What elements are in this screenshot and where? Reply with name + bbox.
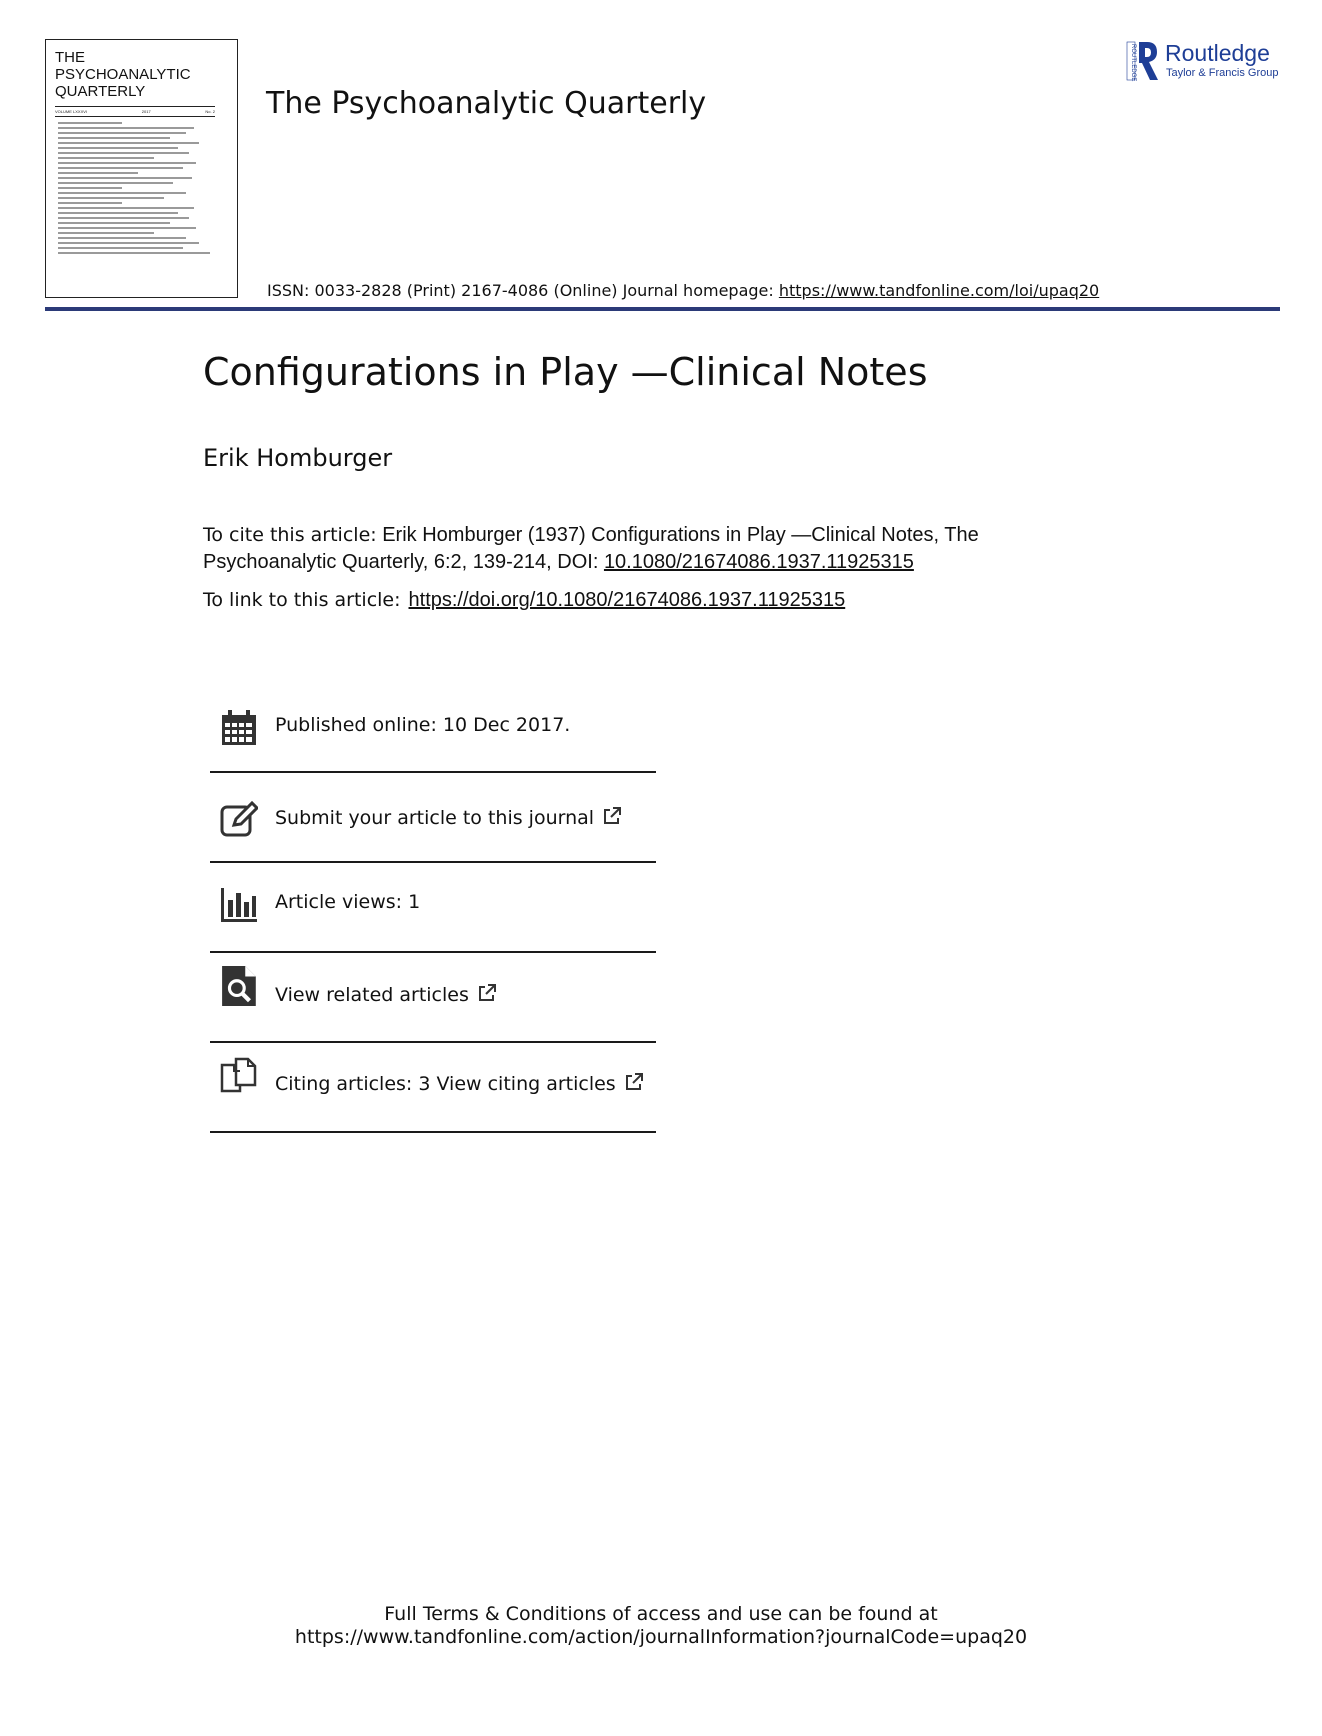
divider xyxy=(210,951,656,953)
routledge-logo-icon xyxy=(1125,38,1161,84)
calendar-icon xyxy=(220,709,258,747)
copy-documents-icon xyxy=(220,1057,258,1095)
submit-article-link[interactable] xyxy=(275,806,622,829)
header-rule xyxy=(45,307,1280,311)
footer-terms-url[interactable]: https://www.tandfonline.com/action/journalInformation?journalCode=upaq20 xyxy=(294,1626,1028,1648)
svg-text:ROUTLEDGE: ROUTLEDGE xyxy=(1130,44,1136,82)
article-title: Configurations in Play —Clinical Notes xyxy=(203,350,928,394)
citation-doi-link[interactable]: 10.1080/21674086.1937.11925315 xyxy=(603,551,914,573)
citation-text: Erik Homburger (1937) Configurations in Play —Clinical Notes, The Psychoanalytic Quarterly, 6:2, 139-214, DOI: xyxy=(203,524,979,573)
published-online-text: Published online: 10 Dec 2017. xyxy=(275,714,571,736)
external-link-icon xyxy=(477,983,497,1003)
related-articles-link[interactable] xyxy=(275,983,497,1006)
logo-subtitle: Taylor & Francis Group xyxy=(1166,67,1279,79)
article-author: Erik Homburger xyxy=(203,444,393,472)
routledge-logo xyxy=(1125,38,1285,84)
article-views-row xyxy=(210,862,656,952)
divider xyxy=(210,771,656,773)
published-online-row xyxy=(210,685,656,775)
footer-terms-text: Full Terms & Conditions of access and use can be found at xyxy=(384,1603,938,1625)
cover-number: No. 2 xyxy=(205,109,215,114)
related-articles-row[interactable] xyxy=(210,954,656,1044)
cover-volume-line xyxy=(55,109,215,114)
divider xyxy=(210,1131,656,1133)
article-link-label: To link to this article: xyxy=(203,589,401,611)
citation-label: To cite this article: xyxy=(203,524,377,546)
citation-block xyxy=(203,522,1103,576)
submit-article-text: Submit your article to this journal xyxy=(275,807,595,829)
document-search-icon xyxy=(220,966,260,1006)
cover-title: THE PSYCHOANALYTIC QUARTERLY xyxy=(55,49,191,100)
cover-rule xyxy=(55,116,215,117)
edit-icon xyxy=(220,801,258,839)
bar-chart-icon xyxy=(220,886,258,924)
issn-text: ISSN: 0033-2828 (Print) 2167-4086 (Online) Journal homepage: xyxy=(267,281,779,300)
cover-year: 2017 xyxy=(141,109,151,114)
journal-homepage-link[interactable]: https://www.tandfonline.com/loi/upaq20 xyxy=(778,281,1100,300)
cover-rule xyxy=(55,106,215,107)
footer xyxy=(0,1603,1322,1649)
article-link-line xyxy=(203,589,845,612)
submit-article-row[interactable] xyxy=(210,777,656,867)
journal-cover-thumbnail xyxy=(45,39,238,298)
article-doi-url[interactable]: https://doi.org/10.1080/21674086.1937.11925315 xyxy=(408,589,846,611)
logo-name: Routledge xyxy=(1165,40,1270,66)
article-views-text: Article views: 1 xyxy=(275,891,421,913)
journal-title: The Psychoanalytic Quarterly xyxy=(266,86,707,121)
related-articles-text: View related articles xyxy=(275,984,469,1006)
external-link-icon xyxy=(602,806,622,826)
issn-line xyxy=(267,281,1099,300)
cover-contents xyxy=(58,122,218,257)
citing-articles-text: Citing articles: 3 View citing articles xyxy=(275,1073,616,1095)
cover-volume: VOLUME LXXXVI xyxy=(55,109,88,114)
external-link-icon xyxy=(624,1072,644,1092)
citing-articles-link[interactable] xyxy=(275,1072,644,1095)
citing-articles-row[interactable] xyxy=(210,1043,656,1133)
